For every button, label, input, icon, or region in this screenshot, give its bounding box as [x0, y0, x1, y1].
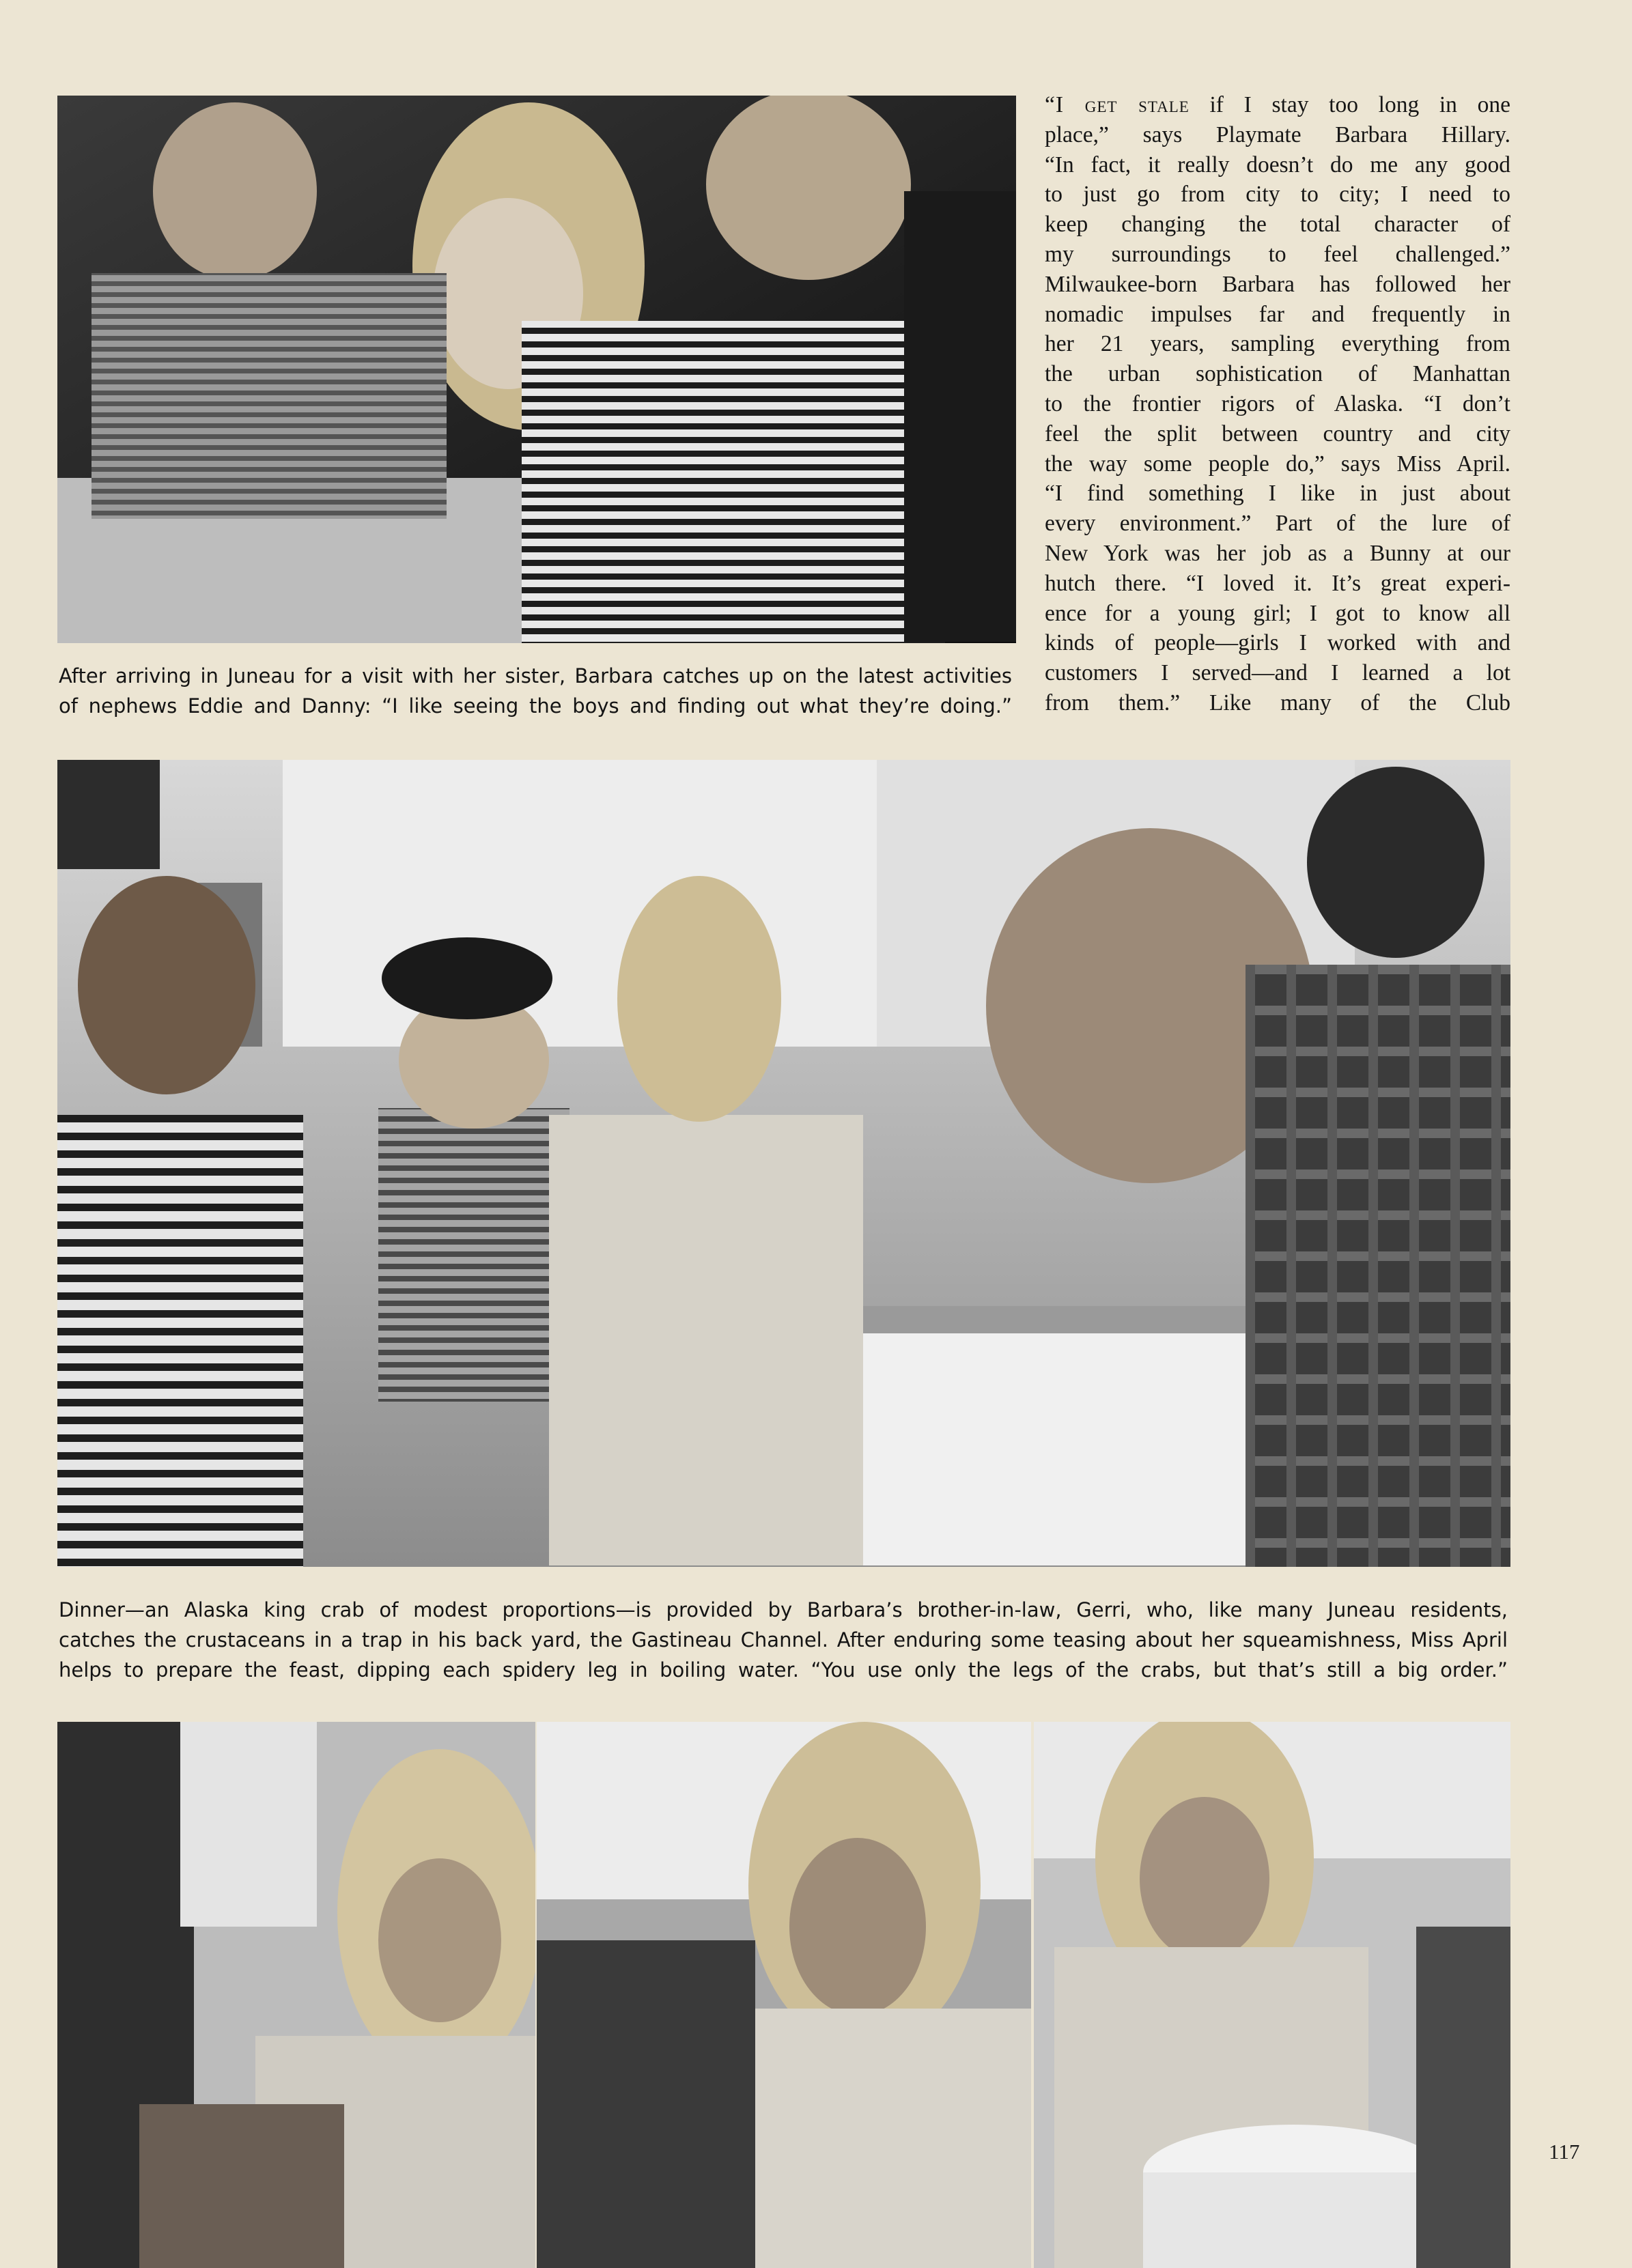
caption-top	[59, 661, 1012, 721]
article-line: Milwaukee-born Barbara has followed her	[1045, 271, 1510, 297]
article-line: feel the split between country and city	[1045, 421, 1510, 446]
article-line: nomadic impulses far and frequently in	[1045, 301, 1510, 327]
photo-crab-prep-right	[1034, 1722, 1510, 2268]
article-line: customers I served—and I learned a lot	[1045, 660, 1510, 686]
caption-middle	[59, 1595, 1508, 1685]
article-line: to the frontier rigors of Alaska. “I don’t	[1045, 391, 1510, 416]
photo-crab-prep-left	[57, 1722, 535, 2268]
photo-barbara-with-nephews	[57, 96, 1016, 643]
article-line: ence for a young girl; I got to know all	[1045, 600, 1510, 626]
page-number: 117	[1549, 2140, 1580, 2164]
photo-barbara-with-nephews-image	[57, 96, 1016, 643]
photo-kitchen-king-crab	[57, 760, 1510, 1567]
article-line: hutch there. “I loved it. It’s great experi-	[1045, 570, 1510, 596]
article-line: kinds of people—girls I worked with and	[1045, 630, 1510, 656]
article-line: “I find something I like in just about	[1045, 481, 1510, 507]
article-line: from them.” Like many of the Club	[1045, 690, 1510, 715]
article-line: her 21 years, sampling everything from	[1045, 331, 1510, 357]
article-line: my surroundings to feel challenged.”	[1045, 241, 1510, 267]
caption-middle-line: catches the crustaceans in a trap in his back yard, the Gastineau Channel. After enduring some teasing about her squeamishness, Miss April	[59, 1628, 1508, 1652]
photo-crab-prep-left-image	[57, 1722, 535, 2268]
article-first-line	[1045, 90, 1510, 120]
article-line: the way some people do,” says Miss April.	[1045, 451, 1510, 477]
photo-kitchen-king-crab-image	[57, 760, 1510, 1567]
article-body-text	[1045, 90, 1510, 718]
article-line: every environment.” Part of the lure of	[1045, 511, 1510, 537]
caption-middle-line: Dinner—an Alaska king crab of modest proportions—is provided by Barbara’s brother-in-law, Gerri, who, like many Juneau residents,	[59, 1598, 1508, 1621]
article-line: place,” says Playmate Barbara Hillary.	[1045, 122, 1510, 147]
article-line: keep changing the total character of	[1045, 212, 1510, 238]
photo-crab-prep-center-image	[537, 1722, 1031, 2268]
article-first-line-rest: if I stay too long in one	[1189, 92, 1510, 117]
photo-crab-prep-center	[537, 1722, 1031, 2268]
article-lead-in: “I get stale	[1045, 92, 1190, 117]
article-line: “In fact, it really doesn’t do me any good	[1045, 152, 1510, 178]
caption-top-line: After arriving in Juneau for a visit with her sister, Barbara catches up on the latest activities	[59, 664, 1012, 688]
caption-middle-line: helps to prepare the feast, dipping each spidery leg in boiling water. “You use only the legs of the crabs, but that’s still a big order.”	[59, 1658, 1508, 1682]
photo-crab-prep-right-image	[1034, 1722, 1510, 2268]
caption-top-line: of nephews Eddie and Danny: “I like seeing the boys and finding out what they’re doing.”	[59, 694, 1012, 718]
article-line: New York was her job as a Bunny at our	[1045, 540, 1510, 566]
article-line: to just go from city to city; I need to	[1045, 182, 1510, 208]
article-line: the urban sophistication of Manhattan	[1045, 361, 1510, 387]
